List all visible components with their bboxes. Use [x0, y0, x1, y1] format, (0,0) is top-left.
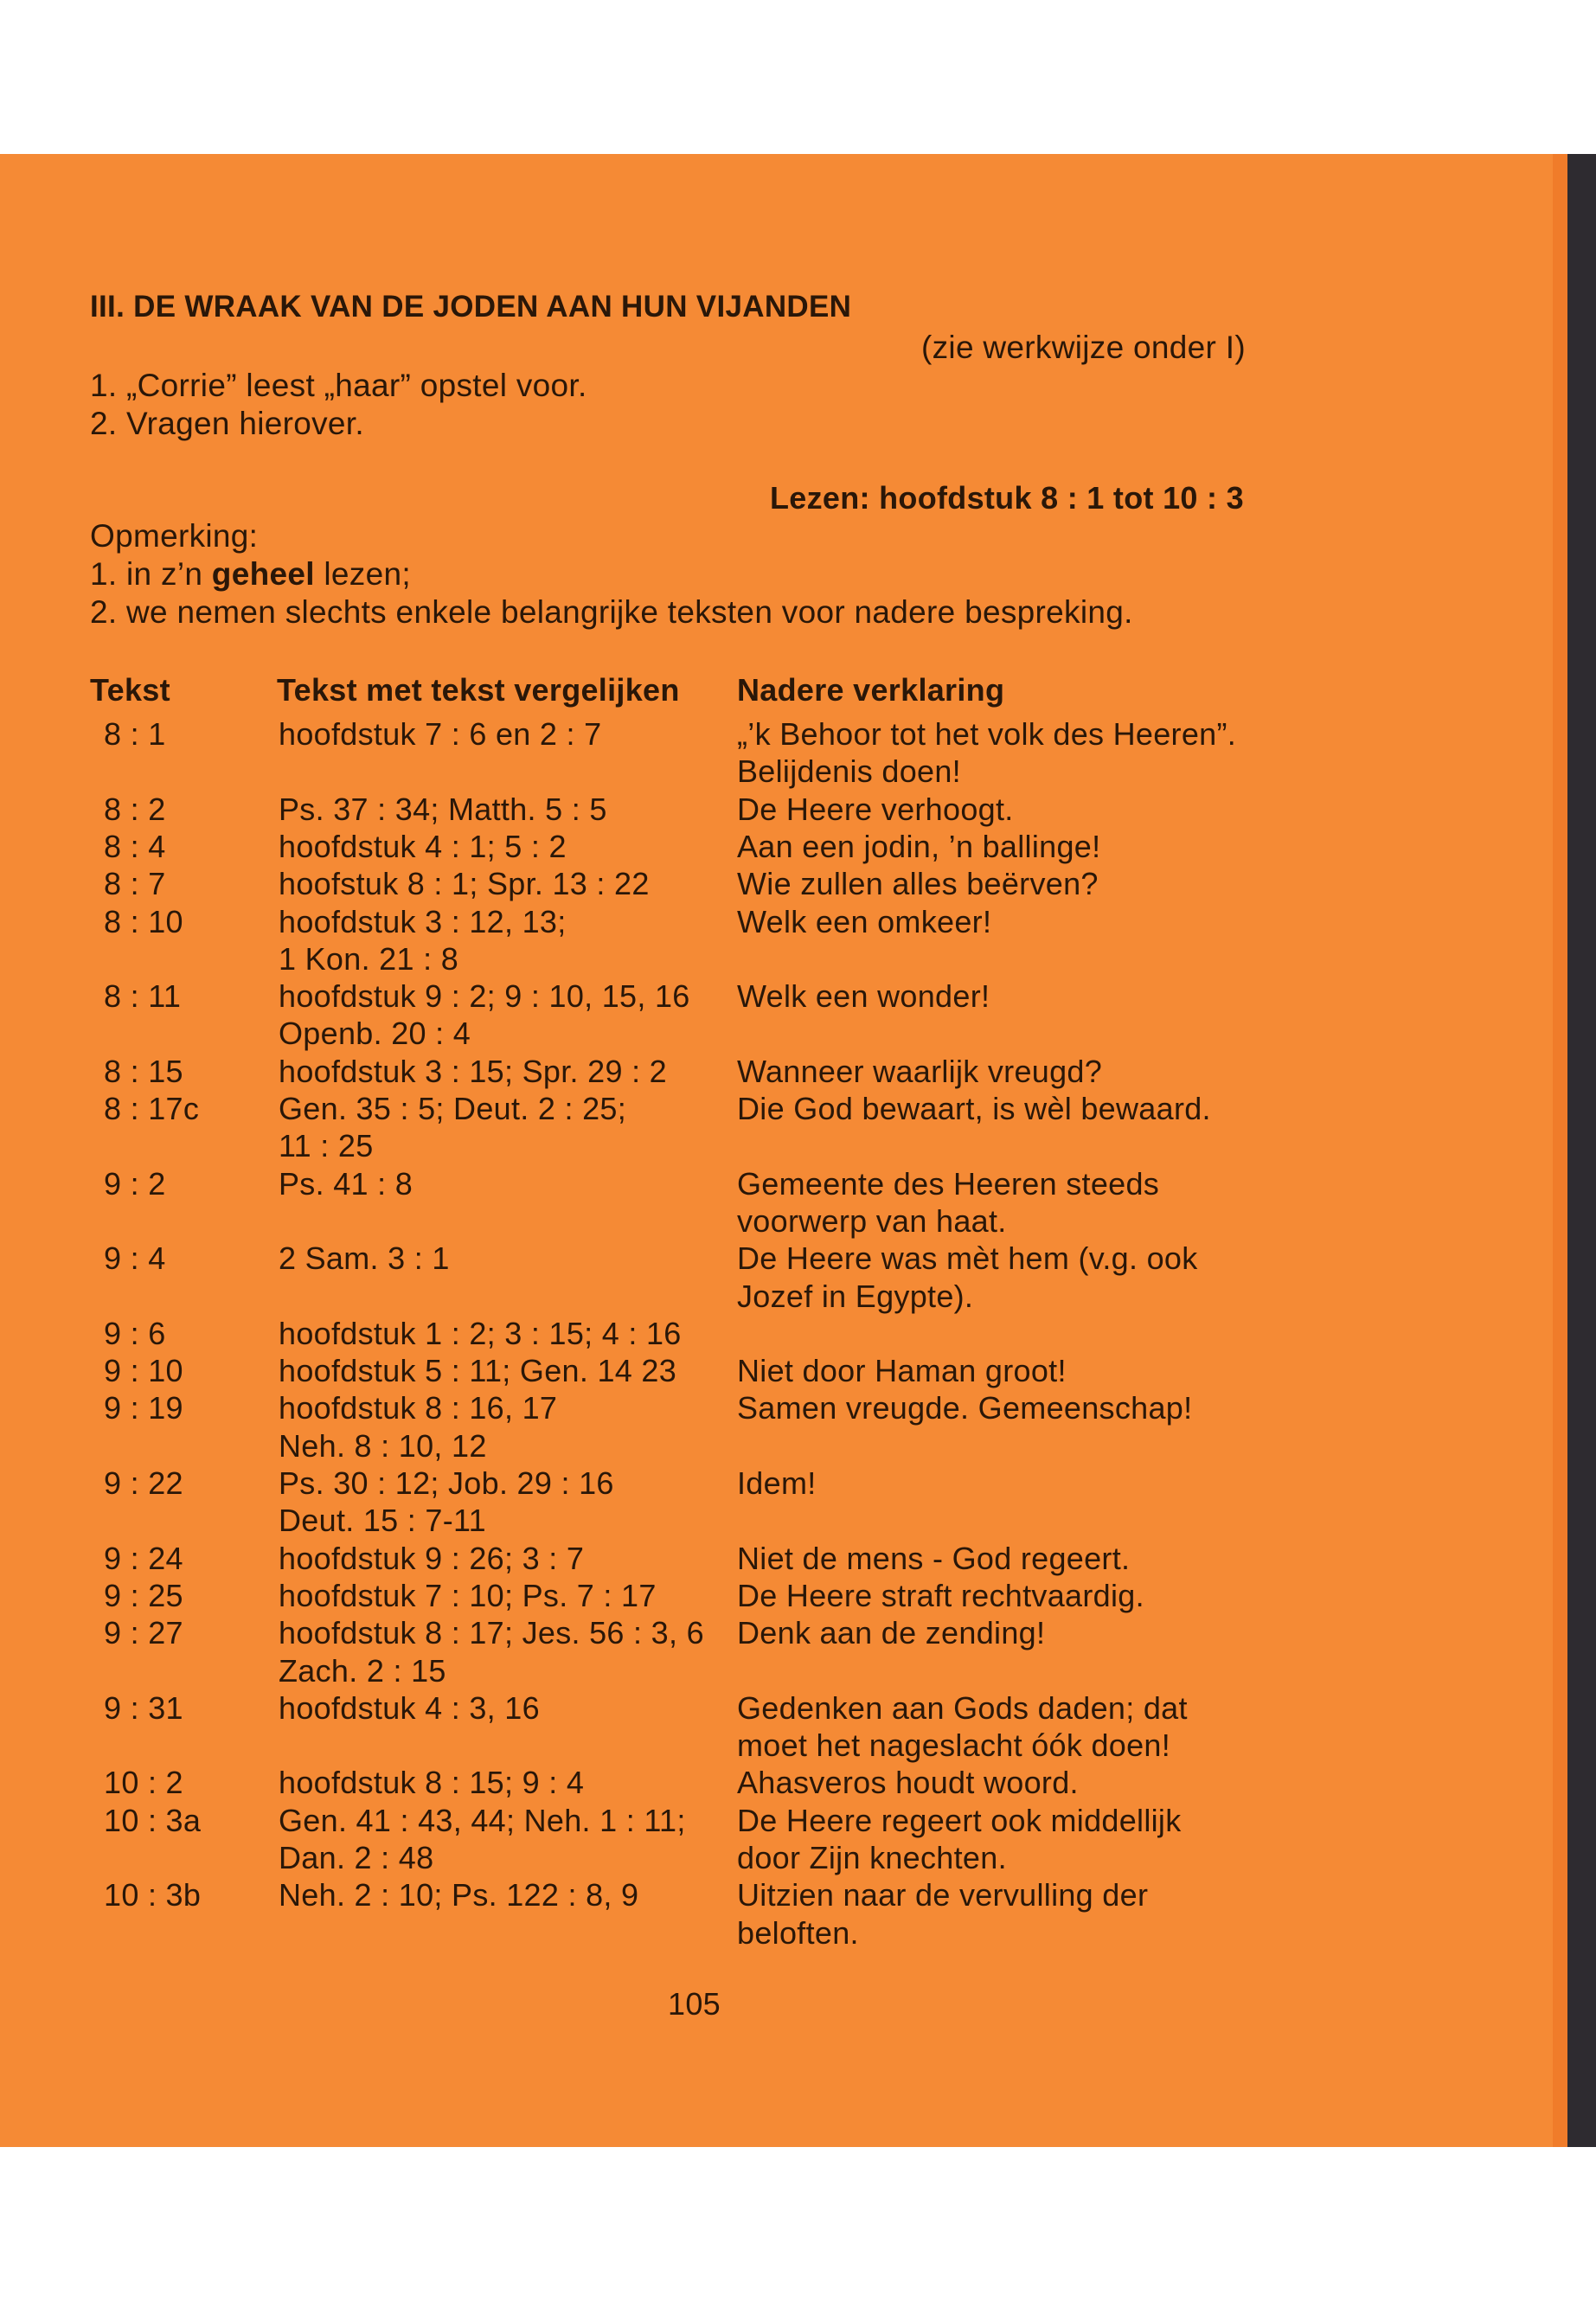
remark-line-1-suffix: lezen;	[314, 556, 411, 592]
table-cell-tekst: 9 : 31	[104, 1689, 183, 1726]
table-cell-tekst: 9 : 4	[104, 1240, 166, 1277]
table-cell-vergelijk: hoofdstuk 8 : 15; 9 : 4	[279, 1765, 585, 1801]
table-header-vergelijken: Tekst met tekst vergelijken	[277, 672, 680, 708]
table-cell-vergelijk: hoofdstuk 4 : 3, 16	[279, 1689, 540, 1726]
table-cell-verklaring: Aan een jodin, ’n ballinge!	[737, 828, 1101, 864]
table-cell-verklaring: Belijdenis doen!	[737, 753, 961, 790]
table-cell-tekst: 10 : 3b	[104, 1877, 202, 1913]
remark-line-1	[90, 556, 411, 593]
method-note: (zie werkwijze onder I)	[921, 330, 1246, 365]
page-edge	[1553, 154, 1567, 2147]
table-cell-tekst: 9 : 27	[104, 1615, 183, 1651]
table-cell-vergelijk: 11 : 25	[279, 1128, 374, 1164]
table-cell-vergelijk: Neh. 2 : 10; Ps. 122 : 8, 9	[279, 1877, 639, 1913]
table-cell-vergelijk: hoofdstuk 3 : 12, 13;	[279, 903, 567, 939]
page-number: 105	[668, 1986, 721, 2022]
table-cell-tekst: 9 : 10	[104, 1353, 183, 1389]
table-cell-vergelijk: hoofdstuk 8 : 16, 17	[279, 1390, 558, 1426]
table-cell-verklaring: De Heere verhoogt.	[737, 791, 1014, 827]
table-cell-tekst: 9 : 22	[104, 1465, 183, 1501]
table-cell-verklaring: beloften.	[737, 1914, 859, 1951]
table-cell-tekst: 8 : 15	[104, 1053, 183, 1089]
table-cell-tekst: 9 : 25	[104, 1577, 183, 1613]
table-cell-tekst: 10 : 2	[104, 1765, 183, 1801]
section-heading: III. DE WRAAK VAN DE JODEN AAN HUN VIJANDEN	[90, 290, 852, 324]
intro-line-2: 2. Vragen hierover.	[90, 406, 364, 441]
reading-instruction: Lezen: hoofdstuk 8 : 1 tot 10 : 3	[770, 480, 1244, 516]
table-cell-verklaring: Die God bewaart, is wèl bewaard.	[737, 1091, 1211, 1126]
table-cell-verklaring: Idem!	[737, 1465, 817, 1501]
table-cell-vergelijk: Gen. 41 : 43, 44; Neh. 1 : 11;	[279, 1802, 686, 1838]
table-cell-verklaring: Uitzien naar de vervulling der	[737, 1877, 1149, 1913]
table-cell-vergelijk: hoofdstuk 3 : 15; Spr. 29 : 2	[279, 1053, 667, 1089]
table-cell-verklaring: Gemeente des Heeren steeds	[737, 1165, 1160, 1202]
table-cell-verklaring: moet het nageslacht óók doen!	[737, 1727, 1171, 1764]
table-cell-vergelijk: hoofdstuk 5 : 11; Gen. 14 23	[279, 1353, 677, 1389]
table-cell-vergelijk: hoofstuk 8 : 1; Spr. 13 : 22	[279, 866, 650, 902]
table-cell-vergelijk: hoofdstuk 9 : 26; 3 : 7	[279, 1540, 585, 1576]
table-cell-tekst: 8 : 10	[104, 903, 183, 939]
table-cell-verklaring: Wie zullen alles beërven?	[737, 866, 1099, 902]
table-cell-vergelijk: 1 Kon. 21 : 8	[279, 940, 459, 977]
table-cell-vergelijk: 2 Sam. 3 : 1	[279, 1240, 450, 1277]
table-cell-tekst: 8 : 1	[104, 716, 166, 752]
table-cell-tekst: 8 : 11	[104, 978, 182, 1015]
table-cell-vergelijk: Openb. 20 : 4	[279, 1016, 471, 1052]
table-cell-tekst: 8 : 4	[104, 828, 166, 864]
table-cell-tekst: 9 : 19	[104, 1390, 183, 1426]
table-cell-verklaring: Niet de mens - God regeert.	[737, 1540, 1131, 1576]
table-cell-verklaring: Samen vreugde. Gemeenschap!	[737, 1390, 1193, 1426]
table-cell-vergelijk: hoofdstuk 9 : 2; 9 : 10, 15, 16	[279, 978, 690, 1015]
intro-line-1: 1. „Corrie” leest „haar” opstel voor.	[90, 368, 587, 403]
table-cell-tekst: 10 : 3a	[104, 1802, 202, 1838]
table-cell-tekst: 9 : 24	[104, 1540, 183, 1576]
table-cell-verklaring: Welk een wonder!	[737, 978, 990, 1015]
table-cell-tekst: 9 : 2	[104, 1165, 166, 1202]
remark-title: Opmerking:	[90, 518, 259, 554]
table-cell-verklaring: Ahasveros houdt woord.	[737, 1765, 1079, 1801]
table-cell-vergelijk: hoofdstuk 7 : 6 en 2 : 7	[279, 716, 602, 752]
table-cell-verklaring: Niet door Haman groot!	[737, 1353, 1067, 1389]
remark-line-2: 2. we nemen slechts enkele belangrijke teksten voor nadere bespreking.	[90, 594, 1133, 630]
table-cell-tekst: 8 : 2	[104, 791, 166, 827]
table-header-verklaring: Nadere verklaring	[737, 672, 1005, 708]
table-cell-vergelijk: hoofdstuk 4 : 1; 5 : 2	[279, 828, 567, 864]
table-cell-verklaring: De Heere straft rechtvaardig.	[737, 1577, 1144, 1613]
book-spine	[1567, 154, 1596, 2147]
table-cell-vergelijk: hoofdstuk 7 : 10; Ps. 7 : 17	[279, 1577, 657, 1613]
table-cell-vergelijk: Neh. 8 : 10, 12	[279, 1427, 487, 1464]
table-header-tekst: Tekst	[90, 672, 170, 708]
table-cell-verklaring: Wanneer waarlijk vreugd?	[737, 1053, 1103, 1089]
table-cell-vergelijk: Zach. 2 : 15	[279, 1652, 446, 1689]
table-cell-vergelijk: hoofdstuk 8 : 17; Jes. 56 : 3, 6	[279, 1615, 704, 1651]
table-cell-vergelijk: Gen. 35 : 5; Deut. 2 : 25;	[279, 1091, 627, 1126]
table-cell-tekst: 8 : 17c	[104, 1091, 200, 1126]
table-cell-vergelijk: Ps. 30 : 12; Job. 29 : 16	[279, 1465, 614, 1501]
remark-line-1-bold: geheel	[211, 556, 315, 592]
table-cell-vergelijk: Ps. 37 : 34; Matth. 5 : 5	[279, 791, 607, 827]
remark-line-1-prefix: 1. in z’n	[90, 556, 212, 592]
table-cell-verklaring: Denk aan de zending!	[737, 1615, 1046, 1651]
table-cell-vergelijk: Ps. 41 : 8	[279, 1165, 413, 1202]
table-cell-verklaring: door Zijn knechten.	[737, 1840, 1007, 1875]
table-cell-verklaring: De Heere was mèt hem (v.g. ook	[737, 1240, 1198, 1277]
table-cell-verklaring: voorwerp van haat.	[737, 1202, 1007, 1239]
table-cell-verklaring: Jozef in Egypte).	[737, 1278, 974, 1314]
table-cell-verklaring: Gedenken aan Gods daden; dat	[737, 1689, 1188, 1726]
table-cell-vergelijk: Dan. 2 : 48	[279, 1840, 434, 1875]
table-cell-vergelijk: hoofdstuk 1 : 2; 3 : 15; 4 : 16	[279, 1315, 682, 1351]
table-cell-verklaring: De Heere regeert ook middellijk	[737, 1802, 1182, 1838]
table-cell-vergelijk: Deut. 15 : 7-11	[279, 1503, 486, 1539]
table-cell-tekst: 9 : 6	[104, 1315, 166, 1351]
table-cell-tekst: 8 : 7	[104, 866, 166, 902]
table-cell-verklaring: „’k Behoor tot het volk des Heeren”.	[737, 716, 1237, 752]
table-cell-verklaring: Welk een omkeer!	[737, 903, 992, 939]
